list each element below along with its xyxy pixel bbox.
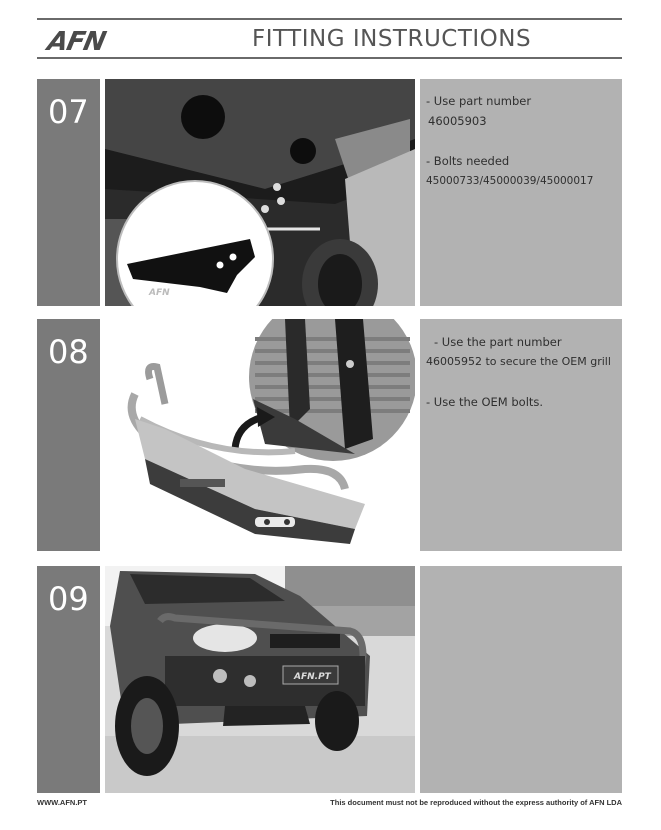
step-number-bar [37,566,100,793]
step-number: 09 [48,580,89,618]
instruction-spacer [426,372,611,392]
instruction-line: 46005903 [428,114,487,128]
instruction-line: 46005952 to secure the OEM grill [426,355,611,368]
step-number-bar [37,79,100,306]
instruction-line: - Use part number [426,94,532,108]
header-top-rule [37,18,622,20]
step-09-photo [105,566,415,793]
step-08 [37,319,622,551]
step-number: 08 [48,333,89,371]
footer-website: WWW.AFN.PT [37,798,87,807]
page-title: FITTING INSTRUCTIONS [252,26,532,52]
afn-logo: AFN [44,27,108,57]
instruction-line: - Use the part number [434,335,562,349]
step-08-diagram [105,319,415,551]
step-09-text-panel [420,566,622,793]
step-number: 07 [48,93,89,131]
step-number-bar [37,319,100,551]
instruction-line: - Use the OEM bolts. [426,395,544,409]
step-09 [37,566,622,793]
step-07-photo [105,79,415,306]
inset-logo: AFN [149,288,170,298]
step-07 [37,79,622,306]
footer-disclaimer: This document must not be reproduced without the express authority of AFN LDA [330,798,622,807]
instruction-line: - Bolts needed [426,154,510,168]
step-08-text-panel [420,319,622,551]
instruction-spacer [426,131,593,151]
instruction-line: 45000733/45000039/45000017 [426,175,594,187]
step-07-text-panel [420,79,622,306]
header-bottom-rule [37,57,622,59]
plate-text: AFN.PT [294,672,331,682]
